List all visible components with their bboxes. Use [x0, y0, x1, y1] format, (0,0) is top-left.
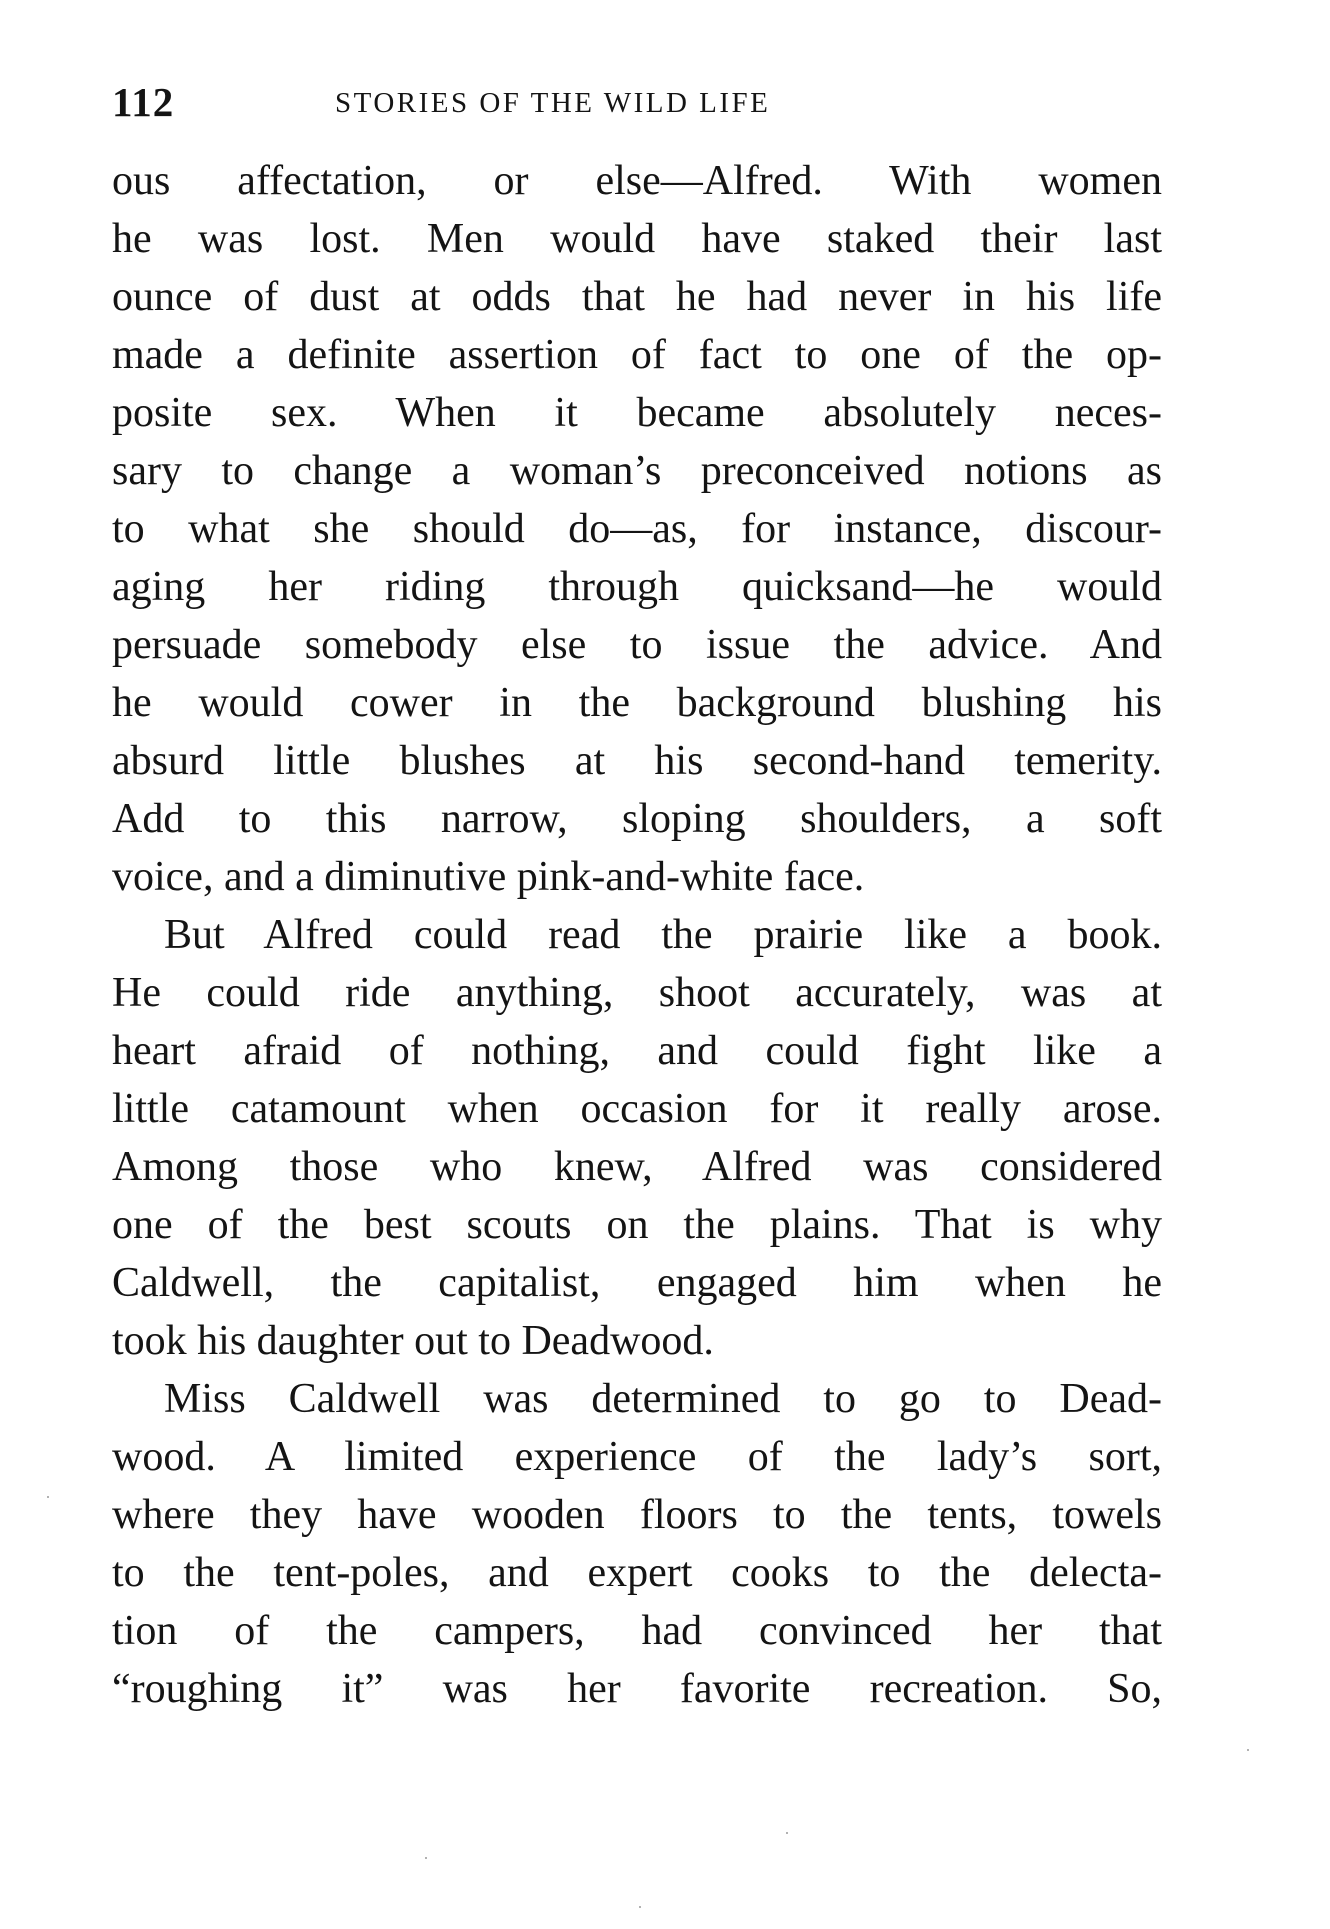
text-line: tion of the campers, had convinced her that	[112, 1608, 1162, 1654]
body-text	[112, 152, 1162, 1718]
text-line: little catamount when occasion for it really arose.	[112, 1086, 1162, 1132]
text-line: persuade somebody else to issue the advice. And	[112, 622, 1162, 668]
text-line: posite sex. When it became absolutely neces-	[112, 390, 1162, 436]
text-line: aging her riding through quicksand—he would	[112, 564, 1162, 610]
text-line: took his daughter out to Deadwood.	[112, 1318, 714, 1364]
text-line: Add to this narrow, sloping shoulders, a soft	[112, 796, 1162, 842]
text-line: sary to change a woman’s preconceived notions as	[112, 448, 1162, 494]
page-number: 112	[112, 79, 175, 125]
scan-speck	[47, 1496, 49, 1498]
text-line: He could ride anything, shoot accurately, was at	[112, 970, 1162, 1016]
text-line: made a definite assertion of fact to one of the op-	[112, 332, 1162, 378]
text-line: ous affectation, or else—Alfred. With women	[112, 158, 1162, 204]
text-line: absurd little blushes at his second-hand temerity.	[112, 738, 1162, 784]
text-line: he was lost. Men would have staked their last	[112, 216, 1162, 262]
scan-speck	[1247, 1749, 1249, 1751]
text-line: “roughing it” was her favorite recreation. So,	[112, 1666, 1162, 1712]
text-line: Among those who knew, Alfred was considered	[112, 1144, 1162, 1190]
text-line: ounce of dust at odds that he had never in his life	[112, 274, 1162, 320]
text-line: But Alfred could read the prairie like a book.	[164, 912, 1162, 958]
text-line: he would cower in the background blushing his	[112, 680, 1162, 726]
scan-speck	[786, 1832, 788, 1834]
text-line: Caldwell, the capitalist, engaged him when he	[112, 1260, 1162, 1306]
running-head	[112, 78, 1162, 128]
text-line: to what she should do—as, for instance, discour-	[112, 506, 1162, 552]
text-line: voice, and a diminutive pink-and-white face.	[112, 854, 865, 900]
running-title: STORIES OF THE WILD LIFE	[335, 87, 771, 119]
text-line: where they have wooden floors to the tents, towels	[112, 1492, 1162, 1538]
text-line: wood. A limited experience of the lady’s sort,	[112, 1434, 1162, 1480]
scan-speck	[425, 1857, 427, 1859]
text-line: Miss Caldwell was determined to go to Dead-	[164, 1376, 1162, 1422]
text-line: heart afraid of nothing, and could fight like a	[112, 1028, 1162, 1074]
text-line: to the tent-poles, and expert cooks to the delecta-	[112, 1550, 1162, 1596]
scan-speck	[639, 1906, 641, 1908]
text-line: one of the best scouts on the plains. That is why	[112, 1202, 1162, 1248]
